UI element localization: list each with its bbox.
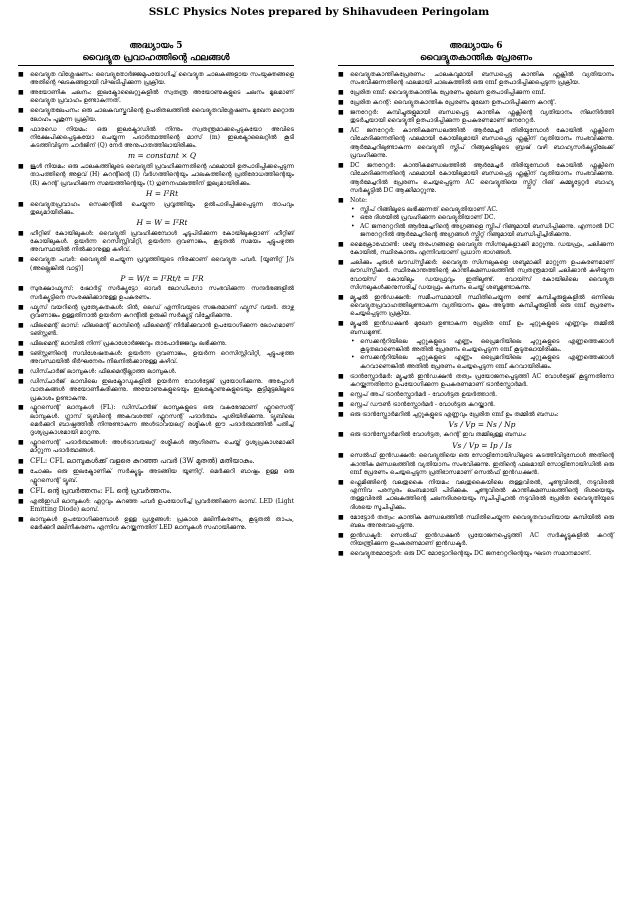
- chapter-title: വൈദ്യുതകാന്തിക പ്രേരണം: [420, 53, 532, 63]
- list-item-text: ഫാരഡെ നിയമം: ഒരു ഇലക്ട്രോഡിൽ നിന്നും സ്വതന്ത്രമാക്കപ്പെടുകയോ അവിടെ നിക്ഷേപിക്കപ്പെടുകയോ ചെയ്യുന്ന പദാർത്ഥത്തിന്റെ മാസ് (m) ഇലക്ട്രോലൈറ്റിൽ കൂടി കടത്തിവിടുന്ന ചാർജിന് (Q) നേർ അനുപാതത്തിലായിരിക്കും.: [30, 125, 294, 150]
- page-title: SSLC Physics Notes prepared by Shihavudeen Peringolam: [148, 6, 490, 18]
- chapter-number: അദ്ധ്യായം 6: [449, 41, 503, 51]
- sub-item: • സെക്കന്ററിയിലെ ചുറ്റുകളുടെ എണ്ണം പ്രൈമറിയിലെ ചുറ്റുകളുടെ എണ്ണത്തെക്കാൾ കുറവാണെങ്കിൽ അതിൽ പ്രേരണം ചെയ്യപ്പെടുന്ന emf കുറവായിരിക്കും.: [350, 354, 614, 371]
- list-item: ■ ഡിസ്ചാർജ് ലാമ്പുകൾ: ഫിലമെന്റില്ലാത്ത ലാമ്പുകൾ.: [18, 368, 294, 376]
- list-item: ■ ഫിലമെന്റ് ലാമ്പ്: ഫിലമെന്റ് ലാമ്പിന്റെ ഫിലമെന്റ് നിർമിക്കുവാൻ ഉപയോഗിക്കുന്ന ലോഹമാണ് ടങ്സ്റ്റൺ.: [18, 322, 294, 339]
- note-label: Note:: [350, 196, 368, 204]
- list-item: ■ ഇൻഡക്ടർ: സെൽഫ് ഇൻഡക്ഷൻ പ്രയോജനപ്പെടുത്തി AC സർക്യൂട്ടുകളിൽ കറന്റ് നിയന്ത്രിക്കുന്ന ഉപകരണമാണ് ഇൻഡക്ടർ.: [338, 532, 614, 549]
- list-item: ■ വൈദ്യുത വിശ്ലേഷണം: വൈദ്യുതോർജ്ജമുപയോഗിച്ച് വൈദ്യുത ചാലകങ്ങളായ സംയുക്തങ്ങളെ അതിന്റെ ഘടകങ്ങളായി വിഘടിപ്പിക്കുന്ന പ്രക്രിയ.: [18, 71, 294, 88]
- list-item: [338, 431, 614, 450]
- list-item: ■ അയോണിക ചലനം: ഇലക്ട്രോലൈറ്റുകളിൽ സ്വതന്ത്ര അയോണുകളുടെ ചലനം മൂലമാണ് വൈദ്യുത പ്രവാഹം ഉണ്ടാകുന്നത്.: [18, 89, 294, 106]
- list-item: ■ സെൽഫ് ഇൻഡക്ഷൻ: വൈദ്യുതിയെ ഒരു സോളിനോയിഡിലൂടെ കടത്തിവിടുമ്പോൾ അതിന്റെ കാന്തിക മണ്ഡലത്തിൽ വ്യതിയാനം സംഭവിക്കുന്നു. ഇതിന്റെ ഫലമായി സോളിനോയിഡിൽ ഒരു emf പ്രേരണം ചെയ്യപ്പെടുന്ന പ്രതിഭാസമാണ് സെൽഫ് ഇൻഡക്ഷൻ.: [338, 452, 614, 477]
- joule-formula: H = I²Rt: [145, 188, 179, 198]
- list-item: ■ മൈക്രോഫോൺ: ശബ്ദ തരംഗങ്ങളെ വൈദ്യുത സിഗ്നലുകളാക്കി മാറ്റുന്നു. ഡയഫ്രം, ചലിക്കുന്ന കോയിൽ, സ്ഥിരകാന്തം എന്നിവയാണ് പ്രധാന ഭാഗങ്ങൾ.: [338, 241, 614, 258]
- left-notes-list: [18, 71, 294, 533]
- faraday-formula: m = constant × Q: [127, 151, 197, 161]
- list-item: [18, 163, 294, 199]
- right-notes-list: [338, 71, 614, 558]
- list-item-text: വൈദ്യുതപ്രവാഹം സെക്കന്റിൽ ചെയ്യുന്ന പ്രവൃത്തിയും ഉൽപാദിപ്പിക്കപ്പെടുന്ന താപവും തുല്യമായിരിക്കും.: [30, 200, 294, 216]
- list-item: ■ ഫ്ലൂറസെന്റ് പദാർത്ഥങ്ങൾ: അൾട്രാവയലറ്റ് രശ്മികൾ ആഗിരണം ചെയ്ത് ദൃശ്യപ്രകാശമാക്കി മാറ്റുന്ന പദാർത്ഥങ്ങൾ.: [18, 439, 294, 456]
- list-item: ■ ചോക്കും ഒരു ഇലക്ട്രോണിക് സർക്യൂട്ടും അടങ്ങിയ യൂണിറ്റ്. മെർക്കുറി ബാഷ്പം ഉള്ള ഒരു ഫ്ലൂറസെന്റ് ട്യൂബ്.: [18, 468, 294, 485]
- list-item: ■ AC ജനറേറ്റർ: കാന്തികമണ്ഡലത്തിൽ ആർമേച്ചർ തിരിയുമ്പോൾ കോയിൽ ഫ്ലക്സിനെ വിഛേദിക്കുന്നതിന്റെ ഫലമായി കോയിലുമായി ബന്ധപ്പെട്ട ഫ്ലക്സിന് വ്യതിയാനം സംഭവിക്കുന്നു. ആർമേച്ചറിലുണ്ടാകുന്ന വൈദ്യുതി സ്ലിപ് റിങ്ങുകളിലൂടെ ബ്രഷ് വഴി ബാഹ്യസർക്യൂട്ടിലേക്ക് പ്രവഹിക്കുന്നു.: [338, 127, 614, 160]
- list-item: ■ CFL ന്റെ പ്രവർത്തനം: FL ന്റെ പ്രവർത്തനം.: [18, 487, 294, 497]
- list-item: ■ വൈദ്യുതമോട്ടോർ: ഒരു DC മോട്ടോറിന്റെയും DC ജനറേറ്ററിന്റെയും ഘടന സമാനമാണ്.: [338, 550, 614, 558]
- list-item: ■ പ്രേരിത emf: വൈദ്യുതകാന്തിക പ്രേരണം മുഖേന ഉത്പാദിപ്പിക്കുന്ന emf.: [338, 89, 614, 97]
- sub-item: • ഒരേ ദിശയിൽ പ്രവഹിക്കുന്ന വൈദ്യുതിയാണ് DC.: [350, 214, 614, 222]
- list-item: ■ CFL: CFL ലാമ്പുകൾക്ക് വളരെ കുറഞ്ഞ പവർ (3W മുതൽ) മതിയാകും.: [18, 457, 294, 467]
- list-item-text: ഒരു ട്രാൻസ്ഫോർമറിൽ ചുറ്റുകളുടെ എണ്ണവും പ്രേരിത emf ഉം തമ്മിൽ ബന്ധം:: [350, 410, 559, 418]
- list-item: ■ ഫ്യൂസ് വയറിന്റെ പ്രത്യേകതകൾ: ടിൻ, ലെഡ് എന്നിവയുടെ സങ്കരമാണ് ഫ്യൂസ് വയർ. താഴ്ന്ന ദ്രവണാങ്കം ഉള്ളതിനാൽ ഉയർന്ന കറന്റിൽ ഉരുകി സർക്യൂട്ട് വിച്ഛേദിക്കുന്നു.: [18, 304, 294, 321]
- list-item: ■ സുരക്ഷാഫ്യൂസ്: ഷോർട്ട് സർക്യൂട്ടോ ഓവർ ലോഡിംഗോ സംഭവിക്കുന്ന സന്ദർഭങ്ങളിൽ സർക്യൂട്ടിനെ സംരക്ഷിക്കാനുള്ള ഉപകരണം.: [18, 285, 294, 302]
- list-item: ■ മ്യൂച്ചൽ ഇൻഡക്ഷൻ: സമീപസ്ഥമായി സ്ഥിതിചെയ്യുന്ന രണ്ട് കമ്പിച്ചുരുളുകളിൽ ഒന്നിലെ വൈദ്യുതപ്രവാഹത്തിലുണ്ടാകുന്ന വ്യതിയാനം മൂലം അടുത്ത കമ്പിച്ചുരുളിൽ ഒരു emf പ്രേരണം ചെയ്യപ്പെടുന്ന പ്രക്രിയ.: [338, 294, 614, 319]
- list-item: ■ DC ജനറേറ്റർ: കാന്തികമണ്ഡലത്തിൽ ആർമേച്ചർ തിരിയുമ്പോൾ കോയിൽ ഫ്ലക്സിനെ വിഛേദിക്കുന്നതിന്റെ ഫലമായി കോയിലുമായി ബന്ധപ്പെട്ട ഫ്ലക്സിന് വ്യതിയാനം സംഭവിക്കുന്നു. ആർമേച്ചറിൽ പ്രേരണം ചെയ്യപ്പെടുന്ന AC വൈദ്യുതിയെ സ്പ്ലിറ്റ് റിങ് കമ്മ്യൂട്ടേറ്റർ ബാഹ്യ സർക്യൂട്ടിൽ DC ആക്കിമാറ്റുന്നു.: [338, 162, 614, 195]
- list-item: ■ ചലിക്കും ചുരുൾ ലൗഡ്സ്പീക്കർ: വൈദ്യുത സിഗ്നലുകളെ ശബ്ദമാക്കി മാറ്റുന്ന ഉപകരണമാണ് ലൗഡ്സ്പീക്കർ. സ്ഥിരകാന്തത്തിന്റെ കാന്തികമണ്ഡലത്തിൽ സ്വതന്ത്രമായി ചലിക്കാൻ കഴിയുന്ന വോയ്സ് കോയിലും ഡയഫ്രവും ഇതിലുണ്ട്. വോയ്സ് കോയിലിലെ വൈദ്യുത സിഗ്നലുകൾക്കനുസരിച്ച് ഡയഫ്രം കമ്പനം ചെയ്ത് ശബ്ദമുണ്ടാകുന്നു.: [338, 259, 614, 292]
- sub-item: • സെക്കന്ററിയിലെ ചുറ്റുകളുടെ എണ്ണം പ്രൈമറിയിലെ ചുറ്റുകളുടെ എണ്ണത്തെക്കാൾ കൂടുതലാണെങ്കിൽ അതിൽ പ്രേരണം ചെയ്യപ്പെടുന്ന emf കൂടുതലായിരിക്കും.: [350, 338, 614, 355]
- sub-item: • സ്ലിപ് റിങ്ങിലൂടെ ലഭിക്കുന്നത് വൈദ്യുതിയാണ് AC.: [350, 206, 614, 214]
- list-item: [338, 320, 614, 371]
- list-item: ■ ലാമ്പുകൾ ഉപയോഗിക്കുമ്പോൾ ഉള്ള പ്രശ്നങ്ങൾ: പ്രകാശ മലിനീകരണം, കൂടുതൽ താപം, മെർക്കുറി മലിനീകരണം എന്നിവ കുറയ്ക്കുന്നതിന് LED ലാമ്പുകൾ സഹായിക്കുന്നു.: [18, 516, 294, 533]
- list-item: ■ പ്രേരിത കറന്റ്: വൈദ്യുതകാന്തിക പ്രേരണം മുഖേന ഉത്പാദിപ്പിക്കുന്ന കറന്റ്.: [338, 99, 614, 107]
- list-item: [18, 201, 294, 229]
- list-item: ■ ട്രാൻസ്ഫോർമർ: മ്യൂച്ചൽ ഇൻഡക്ഷൻ തത്വം പ്രയോജനപ്പെടുത്തി AC വോൾട്ടേജ് കൂട്ടുന്നതിനോ കുറയ്ക്കുന്നതിനോ ഉപയോഗിക്കുന്ന ഉപകരണമാണ് ട്രാൻസ്ഫോർമർ.: [338, 373, 614, 390]
- list-item-text: ഒരു ട്രാൻസ്ഫോർമറിൽ വോൾട്ടത, കറന്റ് ഇവ തമ്മിലുള്ള ബന്ധം:: [350, 431, 527, 439]
- list-item: ■ സ്റ്റെപ് അപ് ട്രാൻസ്ഫോർമർ - വോൾട്ടത ഉയർത്താൻ.: [338, 391, 614, 399]
- list-item: ■ ജനറേറ്റർ: കമ്പിച്ചുരുളുമായി ബന്ധപ്പെട്ട കാന്തിക ഫ്ലക്സിന്റെ വ്യതിയാനം നിലനിർത്തി തുടർച്ചയായി വൈദ്യുതി ഉത്പാദിപ്പിക്കുന്ന ഉപകരണമാണ് ജനറേറ്റർ.: [338, 109, 614, 126]
- list-item-text: മ്യൂച്ചൽ ഇൻഡക്ഷൻ മുഖേന ഉണ്ടാകുന്ന പ്രേരിത emf ഉം ചുറ്റുകളുടെ എണ്ണവും തമ്മിൽ ബന്ധമുണ്ട്.: [350, 320, 614, 336]
- list-item-text: ജൂൾ നിയമം: ഒരു ചാലകത്തിലൂടെ വൈദ്യുതി പ്രവഹിക്കുന്നതിന്റെ ഫലമായി ഉത്പാദിപ്പിക്കപ്പെടുന്ന താപത്തിന്റെ അളവ് (H) കറന്റിന്റെ (I) വർഗത്തിന്റെയും ചാലകത്തിന്റെ പ്രതിരോധത്തിന്റെയും (R) കറന്റ് പ്രവഹിക്കുന്ന സമയത്തിന്റെയും (t) ഗുണനഫലത്തിന് തുല്യമായിരിക്കും.: [30, 163, 294, 187]
- current-ratio-formula: Vs / Vp = Ip / Is: [452, 440, 512, 450]
- power-formula: P = W/t = I²Rt/t = I²R: [120, 273, 204, 283]
- right-column: [338, 40, 614, 560]
- list-item: [18, 256, 294, 284]
- list-item: ■ വൈദ്യുതലേപനം: ഒരു ചാലകവസ്തുവിന്റെ ഉപരിതലത്തിൽ വൈദ്യുതവിശ്ലേഷണം മുഖേന മറ്റൊരു ലോഹം പൂശുന്ന പ്രക്രിയ.: [18, 107, 294, 124]
- work-heat-formula: H = W = I²Rt: [136, 218, 188, 228]
- left-column: [18, 40, 294, 534]
- list-item: ■ വൈദ്യുതകാന്തികപ്രേരണം: ചാലകവുമായി ബന്ധപ്പെട്ട കാന്തിക ഫ്ലക്സിൽ വ്യതിയാനം സംഭവിക്കുന്നതിന്റെ ഫലമായി ചാലകത്തിൽ ഒരു emf ഉത്പാദിപ്പിക്കപ്പെടുന്ന പ്രക്രിയ.: [338, 71, 614, 88]
- list-item: ■ സ്റ്റെപ് ഡൗൺ ട്രാൻസ്ഫോർമർ - വോൾട്ടത കുറയ്ക്കാൻ.: [338, 401, 614, 409]
- chapter-number: അദ്ധ്യായം 5: [129, 41, 183, 51]
- list-item: ■ ഫിലമെന്റ് ലാമ്പിൽ നിന്ന് പ്രകാശോർജ്ജവും താപോർജ്ജവും ലഭിക്കുന്നു.: [18, 340, 294, 348]
- list-item: ■ ഫ്ലൂറസെന്റ് ലാമ്പുകൾ (FL): ഡിസ്ചാർജ് ലാമ്പുകളുടെ ഒരു വകഭേദമാണ് ഫ്ലൂറസെന്റ് ലാമ്പുകൾ. ഗ്ലാസ് ട്യൂബിന്റെ അകവശത്ത് ഫ്ലൂറസന്റ് പദാർത്ഥം പൂശിയിരിക്കുന്നു. ട്യൂബിലെ മെർക്കുറി ബാഷ്പത്തിൽ നിന്നുണ്ടാകുന്ന അൾട്രാവയലറ്റ് രശ്മികൾ ഈ പദാർത്ഥത്തിൽ പതിച്ച് ദൃശ്യപ്രകാശമായി മാറുന്നു.: [18, 404, 294, 437]
- list-item: ■ എൽഇഡി ലാമ്പുകൾ: ഏറ്റവും കുറഞ്ഞ പവർ ഉപയോഗിച്ച് പ്രവർത്തിക്കുന്ന ലാമ്പ്. LED (Light Emitting Diode) ലാമ്പ്.: [18, 498, 294, 515]
- list-item: ■ മോട്ടോർ തത്വം: കാന്തിക മണ്ഡലത്തിൽ സ്ഥിതിചെയ്യുന്ന വൈദ്യുതവാഹിയായ കമ്പിയിൽ ഒരു ബലം അനുഭവപ്പെടുന്നു.: [338, 514, 614, 531]
- list-item: [338, 197, 614, 239]
- list-item: [338, 411, 614, 430]
- list-item: ■ ഹീറ്റിങ് കോയിലുകൾ: വൈദ്യുതി പ്രവഹിക്കുമ്പോൾ ചൂടുപിടിക്കുന്ന കോയിലുകളാണ് ഹീറ്റിങ് കോയിലുകൾ. ഉയർന്ന റെസിസ്റ്റിവിറ്റി, ഉയർന്ന ദ്രവണാങ്കം, കൂടുതൽ സമയം ചുട്ടുപഴുത്ത അവസ്ഥയിൽ നിൽക്കാനുള്ള കഴിവ്.: [18, 230, 294, 255]
- right-chapter-heading: [338, 40, 614, 66]
- list-item-text: വൈദ്യുത പവർ: വൈദ്യുതി ചെയ്യുന്ന പ്രവൃത്തിയുടെ നിരക്കാണ് വൈദ്യുത പവർ. [യൂണിറ്റ് J/s (അല്ലെങ്കിൽ വാട്ട്)]: [30, 256, 294, 272]
- left-chapter-heading: [18, 40, 294, 66]
- list-item: ■ ടങ്സ്റ്റണിന്റെ സവിശേഷതകൾ: ഉയർന്ന ദ്രവണാങ്കം, ഉയർന്ന റെസിസ്റ്റിവിറ്റി, ചുട്ടുപഴുത്ത അവസ്ഥയിൽ ദീർഘനേരം നിലനിൽക്കാനുള്ള കഴിവ്.: [18, 350, 294, 367]
- chapter-title: വൈദ്യുത പ്രവാഹത്തിന്റെ ഫലങ്ങൾ: [82, 53, 230, 63]
- turns-ratio-formula: Vs / Vp = Ns / Np: [448, 419, 516, 429]
- list-item: ■ ഡിസ്ചാർജ് ലാമ്പിലെ ഇലക്ട്രോഡുകളിൽ ഉയർന്ന വോൾട്ടേജ് പ്രയോഗിക്കുന്നു. അപ്പോൾ വാതകങ്ങൾ അയോണീകരിക്കുന്നു. അയോണുകളുടെയും ഇലക്ട്രോണുകളുടെയും കൂട്ടിമുട്ടലിലൂടെ പ്രകാശം ഉണ്ടാകുന്നു.: [18, 378, 294, 403]
- note-sublist: [350, 206, 614, 239]
- list-item: ■ ഫ്ലെമിങ്ങിന്റെ വലതുകൈ നിയമം: വലതുകൈയിലെ തള്ളവിരൽ, ചൂണ്ടുവിരൽ, നടുവിരൽ എന്നിവ പരസ്പരം ലംബമായി പിടിക്കുക. ചൂണ്ടുവിരൽ കാന്തികമണ്ഡലത്തിന്റെ ദിശയെയും തള്ളവിരൽ ചാലകത്തിന്റെ ചലനദിശയെയും സൂചിപ്പിച്ചാൽ നടുവിരൽ പ്രേരിത വൈദ്യുതിയുടെ ദിശയെ സൂചിപ്പിക്കും.: [338, 479, 614, 512]
- sub-item: • AC ജനറേറ്ററിൽ ആർമേച്ചറിന്റെ അഗ്രങ്ങളെ സ്ലിപ് റിങ്ങുമായി ബന്ധിപ്പിക്കുന്നു. എന്നാൽ DC ജനറേറ്ററിൽ ആർമേച്ചറിന്റെ അഗ്രങ്ങൾ സ്പ്ലിറ്റ് റിങ്ങുമായി ബന്ധിപ്പിച്ചിരിക്കുന്നു.: [350, 223, 614, 240]
- transformer-sublist: [350, 338, 614, 371]
- list-item: [18, 126, 294, 162]
